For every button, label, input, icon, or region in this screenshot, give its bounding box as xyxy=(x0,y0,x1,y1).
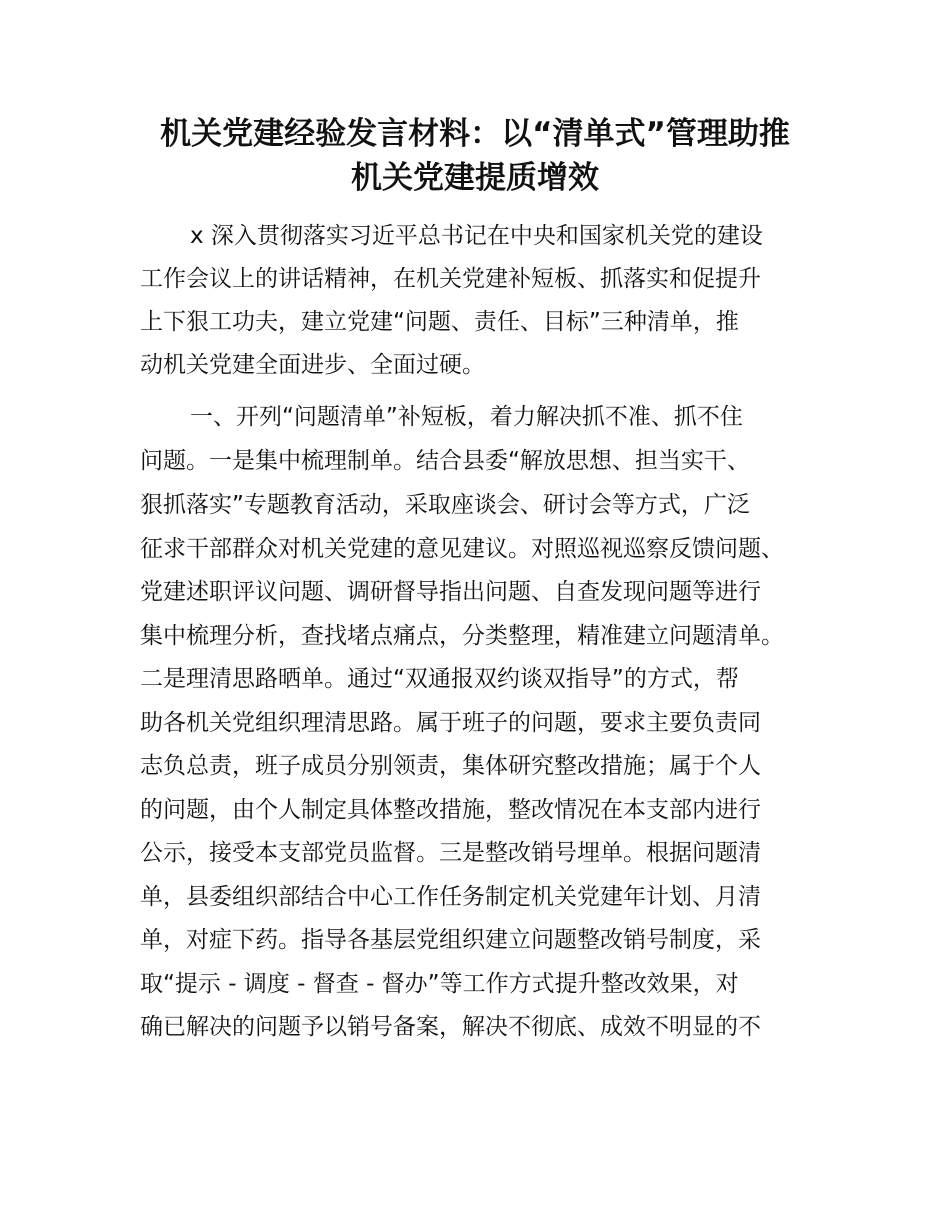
paragraph-2-line-7: 二是理清思路晒单。通过“双通报双约谈双指导”的方式，帮 xyxy=(140,666,739,692)
paragraph-1-line-4: 动机关党建全面进步、全面过硬。 xyxy=(140,352,485,378)
paragraph-2-line-8: 助各机关党组织理清思路。属于班子的问题，要求主要负责同 xyxy=(140,710,761,736)
paragraph-1-line-2: 工作会议上的讲话精神，在机关党建补短板、抓落实和促提升 xyxy=(140,266,761,292)
paragraph-2-line-13: 单，对症下药。指导各基层党组织建立问题整改销号制度，采 xyxy=(140,927,761,953)
paragraph-2-line-10: 的问题，由个人制定具体整改措施，整改情况在本支部内进行 xyxy=(140,797,761,823)
paragraph-1-line-3: 上下狠工功夫，建立党建“问题、责任、目标”三种清单，推 xyxy=(140,309,739,335)
paragraph-2-line-4: 征求干部群众对机关党建的意见建议。对照巡视巡察反馈问题、 xyxy=(140,536,784,562)
paragraph-2-line-14: 取“提示 - 调度 - 督查 - 督办”等工作方式提升整改效果，对 xyxy=(140,971,739,997)
document-title-line-1: 机关党建经验发言材料：以“清单式”管理助推 xyxy=(160,116,790,152)
paragraph-2-line-3: 狠抓落实”专题教育活动，采取座谈会、研讨会等方式，广泛 xyxy=(140,492,750,518)
paragraph-2-line-1: 一、开列“问题清单”补短板，着力解决抓不准、抓不住 xyxy=(190,404,743,430)
paragraph-2-line-6: 集中梳理分析，查找堵点痛点，分类整理，精准建立问题清单。 xyxy=(140,623,784,649)
paragraph-2-line-9: 志负总责，班子成员分别领责，集体研究整改措施；属于个人 xyxy=(140,753,761,779)
paragraph-2-line-12: 单，县委组织部结合中心工作任务制定机关党建年计划、月清 xyxy=(140,884,761,910)
paragraph-2-line-15: 确已解决的问题予以销号备案，解决不彻底、成效不明显的不 xyxy=(140,1014,761,1040)
paragraph-1-line-1: x 深入贯彻落实习近平总书记在中央和国家机关党的建设 xyxy=(190,223,763,249)
paragraph-2-line-11: 公示，接受本支部党员监督。三是整改销号埋单。根据问题清 xyxy=(140,840,761,866)
document-title-line-2: 机关党建提质增效 xyxy=(351,160,599,196)
paragraph-2-line-2: 问题。一是集中梳理制单。结合县委“解放思想、担当实干、 xyxy=(140,448,750,474)
paragraph-2-line-5: 党建述职评议问题、调研督导指出问题、自查发现问题等进行 xyxy=(140,579,761,605)
